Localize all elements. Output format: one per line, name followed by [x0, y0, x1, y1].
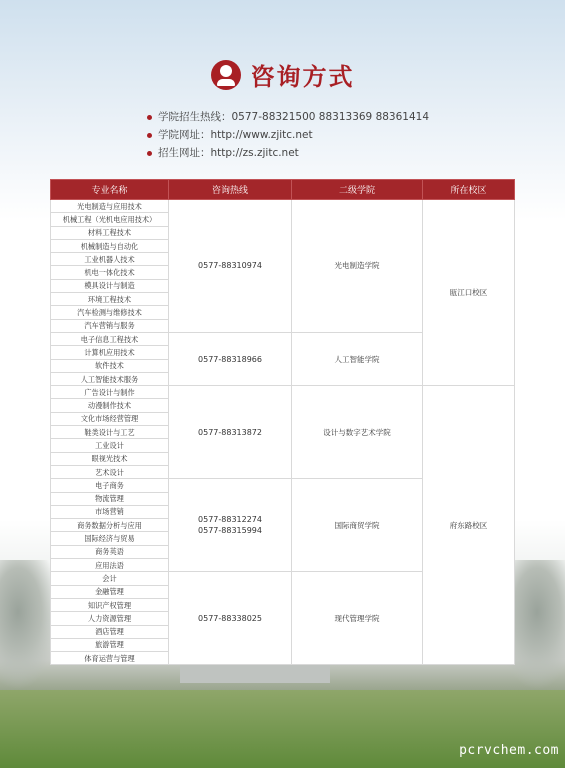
contact-info: [147, 108, 429, 162]
bullet-icon: [147, 151, 152, 156]
major-cell: 动漫制作技术: [51, 399, 169, 412]
college-cell: 国际商贸学院: [292, 479, 423, 572]
major-cell: 广告设计与制作: [51, 386, 169, 399]
major-cell: 知识产权管理: [51, 598, 169, 611]
major-cell: 计算机应用技术: [51, 346, 169, 359]
major-cell: 文化市场经营管理: [51, 412, 169, 425]
majors-table: [50, 179, 515, 665]
hotline-number: 0577-88338025: [198, 613, 262, 623]
major-cell: 工业设计: [51, 439, 169, 452]
hotline-number: 0577-88310974: [198, 261, 262, 271]
header-college: 二级学院: [292, 180, 423, 200]
major-cell: 电子商务: [51, 479, 169, 492]
major-cell: 环境工程技术: [51, 293, 169, 306]
major-cell: 应用法语: [51, 559, 169, 572]
major-cell: 汽车检测与维修技术: [51, 306, 169, 319]
major-cell: 国际经济与贸易: [51, 532, 169, 545]
college-cell: 现代管理学院: [292, 572, 423, 665]
major-cell: 市场营销: [51, 505, 169, 518]
college-cell: 设计与数字艺术学院: [292, 386, 423, 479]
major-cell: 汽车营销与服务: [51, 319, 169, 332]
major-cell: 物流管理: [51, 492, 169, 505]
hotline-cell: [169, 572, 292, 665]
major-cell: 人力资源管理: [51, 612, 169, 625]
header-hotline: 咨询热线: [169, 180, 292, 200]
major-cell: 酒店管理: [51, 625, 169, 638]
contact-admission-website-text: 招生网址：http://zs.zjitc.net: [158, 147, 299, 159]
hotline-number: 0577-88315994: [198, 526, 262, 536]
contact-hotline: [147, 108, 429, 126]
campus-cell: 府东路校区: [423, 386, 515, 665]
table-body: [51, 200, 515, 665]
major-cell: 商务数据分析与应用: [51, 519, 169, 532]
person-icon: [211, 60, 241, 90]
page-title: [211, 57, 355, 92]
bullet-icon: [147, 133, 152, 138]
contact-hotline-text: 学院招生热线：0577-88321500 88313369 88361414: [158, 111, 430, 123]
major-cell: 鞋类设计与工艺: [51, 426, 169, 439]
major-cell: 旅游管理: [51, 638, 169, 651]
major-cell: 会计: [51, 572, 169, 585]
contact-college-website-text: 学院网址：http://www.zjitc.net: [158, 129, 313, 141]
table-row: [51, 200, 515, 213]
bullet-icon: [147, 115, 152, 120]
college-cell: 人工智能学院: [292, 332, 423, 385]
major-cell: 软件技术: [51, 359, 169, 372]
hotline-number: 0577-88318966: [198, 354, 262, 364]
major-cell: 光电制造与应用技术: [51, 200, 169, 213]
table-row: [51, 386, 515, 399]
page-title-text: 咨询方式: [250, 63, 355, 91]
major-cell: 体育运营与管理: [51, 652, 169, 665]
major-cell: 材料工程技术: [51, 226, 169, 239]
major-cell: 商务英语: [51, 545, 169, 558]
table-header-row: [51, 180, 515, 200]
contact-admission-website: [147, 144, 429, 162]
campus-cell: 瓯江口校区: [423, 200, 515, 386]
major-cell: 电子信息工程技术: [51, 332, 169, 345]
header: [0, 57, 565, 94]
major-cell: 眼视光技术: [51, 452, 169, 465]
major-cell: 机械制造与自动化: [51, 239, 169, 252]
hotline-cell: [169, 200, 292, 333]
college-cell: 光电制造学院: [292, 200, 423, 333]
hotline-number: 0577-88312274: [198, 515, 262, 525]
hotline-cell: [169, 479, 292, 572]
major-cell: 金融管理: [51, 585, 169, 598]
major-cell: 人工智能技术服务: [51, 372, 169, 385]
major-cell: 模具设计与制造: [51, 279, 169, 292]
major-cell: 工业机器人技术: [51, 253, 169, 266]
major-cell: 机械工程（光机电应用技术）: [51, 213, 169, 226]
header-major: 专业名称: [51, 180, 169, 200]
header-campus: 所在校区: [423, 180, 515, 200]
hotline-cell: [169, 386, 292, 479]
contact-college-website: [147, 126, 429, 144]
major-cell: 艺术设计: [51, 465, 169, 478]
watermark: pcrvchem.com: [459, 743, 559, 758]
hotline-number: 0577-88313872: [198, 427, 262, 437]
major-cell: 机电一体化技术: [51, 266, 169, 279]
hotline-cell: [169, 332, 292, 385]
